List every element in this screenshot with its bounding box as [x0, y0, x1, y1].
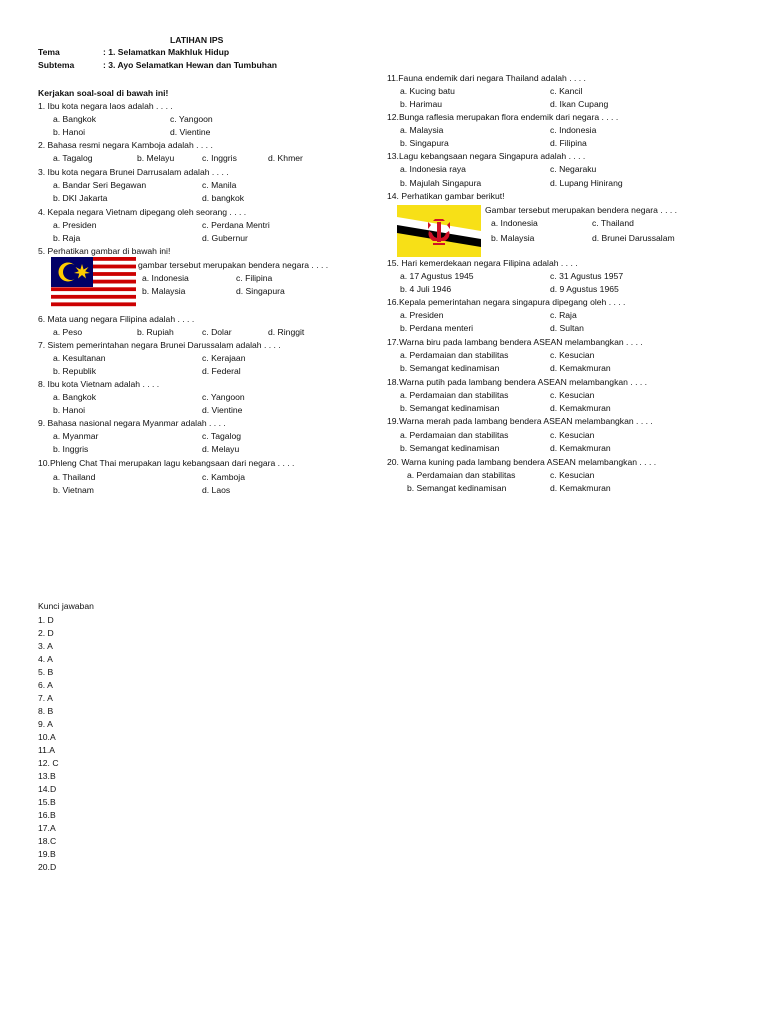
q6-opt-c: c. Dolar — [202, 327, 232, 337]
answer-item: 16.B — [38, 810, 56, 820]
answer-item: 9. A — [38, 719, 53, 729]
q17-opt-b: b. Semangat kedinamisan — [400, 363, 500, 373]
tema-label: Tema — [38, 47, 60, 57]
q16-opt-b: b. Perdana menteri — [400, 323, 474, 333]
q20-opt-c: c. Kesucian — [550, 470, 595, 480]
brunei-flag-image — [397, 205, 481, 257]
q18-opt-a: a. Perdamaian dan stabilitas — [400, 390, 509, 400]
q2-opt-b: b. Melayu — [137, 153, 175, 163]
q16-opt-c: c. Raja — [550, 310, 577, 320]
answer-item: 8. B — [38, 706, 54, 716]
q3-opt-c: c. Manila — [202, 180, 237, 190]
question-19: 19.Warna merah pada lambang bendera ASEAN melambangkan . . . . — [387, 416, 653, 426]
answer-item: 1. D — [38, 615, 54, 625]
q15-opt-a: a. 17 Agustus 1945 — [400, 271, 474, 281]
question-10: 10.Phleng Chat Thai merupakan lagu kebangsaan dari negara . . . . — [38, 458, 295, 468]
tema-value: : 1. Selamatkan Makhluk Hidup — [103, 47, 230, 57]
q18-opt-d: d. Kemakmuran — [550, 403, 611, 413]
q14-flag-text: Gambar tersebut merupakan bendera negara . . . . — [485, 205, 678, 215]
answer-item: 4. A — [38, 654, 53, 664]
q3-opt-b: b. DKI Jakarta — [53, 193, 108, 203]
answer-item: 13.B — [38, 771, 56, 781]
q12-opt-c: c. Indonesia — [550, 125, 597, 135]
answer-item: 2. D — [38, 628, 54, 638]
q1-opt-b: b. Hanoi — [53, 127, 86, 137]
answer-key-list — [38, 614, 59, 874]
q2-opt-c: c. Inggris — [202, 153, 237, 163]
question-5: 5. Perhatikan gambar di bawah ini! — [38, 246, 171, 256]
q13-opt-d: d. Lupang Hinirang — [550, 178, 623, 188]
q12-opt-b: b. Singapura — [400, 138, 449, 148]
q17-opt-a: a. Perdamaian dan stabilitas — [400, 350, 509, 360]
q19-opt-a: a. Perdamaian dan stabilitas — [400, 430, 509, 440]
question-18: 18.Warna putih pada lambang bendera ASEAN melambangkan . . . . — [387, 377, 648, 387]
answer-item: 6. A — [38, 680, 53, 690]
question-8: 8. Ibu kota Vietnam adalah . . . . — [38, 379, 160, 389]
question-17: 17.Warna biru pada lambang bendera ASEAN melambangkan . . . . — [387, 337, 643, 347]
answer-item: 15.B — [38, 797, 56, 807]
q19-opt-b: b. Semangat kedinamisan — [400, 443, 500, 453]
q20-opt-b: b. Semangat kedinamisan — [407, 483, 507, 493]
q12-opt-d: d. Filipina — [550, 138, 587, 148]
q18-opt-b: b. Semangat kedinamisan — [400, 403, 500, 413]
q1-opt-d: d. Vientine — [170, 127, 211, 137]
q20-opt-d: d. Kemakmuran — [550, 483, 611, 493]
question-13: 13.Lagu kebangsaan negara Singapura adalah . . . . — [387, 151, 586, 161]
q8-opt-a: a. Bangkok — [53, 392, 96, 402]
q3-opt-a: a. Bandar Seri Begawan — [53, 180, 147, 190]
q1-opt-a: a. Bangkok — [53, 114, 96, 124]
q19-opt-d: d. Kemakmuran — [550, 443, 611, 453]
q10-opt-c: c. Kamboja — [202, 472, 245, 482]
question-7: 7. Sistem pemerintahan negara Brunei Darussalam adalah . . . . — [38, 340, 281, 350]
q13-opt-b: b. Majulah Singapura — [400, 178, 482, 188]
q17-opt-d: d. Kemakmuran — [550, 363, 611, 373]
q9-opt-a: a. Myanmar — [53, 431, 99, 441]
answer-key-title: Kunci jawaban — [38, 601, 94, 611]
q2-opt-a: a. Tagalog — [53, 153, 93, 163]
question-20: 20. Warna kuning pada lambang bendera ASEAN melambangkan . . . . — [387, 457, 657, 467]
page-title: LATIHAN IPS — [170, 35, 224, 45]
answer-item: 7. A — [38, 693, 53, 703]
q8-opt-d: d. Vientine — [202, 405, 243, 415]
subtema-value: : 3. Ayo Selamatkan Hewan dan Tumbuhan — [103, 60, 277, 70]
q13-opt-c: c. Negaraku — [550, 164, 597, 174]
q8-opt-b: b. Hanoi — [53, 405, 86, 415]
q1-opt-c: c. Yangoon — [170, 114, 213, 124]
q12-opt-a: a. Malaysia — [400, 125, 444, 135]
q14-opt-a: a. Indonesia — [491, 218, 538, 228]
q6-opt-d: d. Ringgit — [268, 327, 305, 337]
question-14: 14. Perhatikan gambar berikut! — [387, 191, 505, 201]
q10-opt-a: a. Thailand — [53, 472, 96, 482]
q15-opt-b: b. 4 Juli 1946 — [400, 284, 452, 294]
answer-item: 12. C — [38, 758, 59, 768]
answer-item: 10.A — [38, 732, 56, 742]
q7-opt-c: c. Kerajaan — [202, 353, 246, 363]
q2-opt-d: d. Khmer — [268, 153, 303, 163]
question-3: 3. Ibu kota negara Brunei Darrusalam adalah . . . . — [38, 167, 229, 177]
q7-opt-d: d. Federal — [202, 366, 241, 376]
question-15: 15. Hari kemerdekaan negara Filipina adalah . . . . — [387, 258, 578, 268]
q18-opt-c: c. Kesucian — [550, 390, 595, 400]
question-6: 6. Mata uang negara Filipina adalah . . . . — [38, 314, 195, 324]
question-11: 11.Fauna endemik dari negara Thailand adalah . . . . — [387, 73, 586, 83]
q15-opt-c: c. 31 Agustus 1957 — [550, 271, 624, 281]
q11-opt-b: b. Harimau — [400, 99, 443, 109]
q3-opt-d: d. bangkok — [202, 193, 245, 203]
q13-opt-a: a. Indonesia raya — [400, 164, 466, 174]
subtema-label: Subtema — [38, 60, 75, 70]
q11-opt-a: a. Kucing batu — [400, 86, 455, 96]
q4-opt-a: a. Presiden — [53, 220, 97, 230]
answer-item: 5. B — [38, 667, 54, 677]
malaysia-flag-image — [51, 257, 136, 310]
q14-opt-c: c. Thailand — [592, 218, 634, 228]
question-4: 4. Kepala negara Vietnam dipegang oleh seorang . . . . — [38, 207, 247, 217]
question-12: 12.Bunga raflesia merupakan flora endemik dari negara . . . . — [387, 112, 619, 122]
answer-item: 14.D — [38, 784, 57, 794]
q9-opt-d: d. Melayu — [202, 444, 240, 454]
q17-opt-c: c. Kesucian — [550, 350, 595, 360]
q10-opt-d: d. Laos — [202, 485, 231, 495]
q14-opt-d: d. Brunei Darussalam — [592, 233, 675, 243]
q7-opt-b: b. Republik — [53, 366, 96, 376]
question-9: 9. Bahasa nasional negara Myanmar adalah . . . . — [38, 418, 226, 428]
q14-opt-b: b. Malaysia — [491, 233, 535, 243]
q5-opt-b: b. Malaysia — [142, 286, 186, 296]
q5-opt-c: c. Filipina — [236, 273, 273, 283]
q4-opt-b: b. Raja — [53, 233, 81, 243]
q8-opt-c: c. Yangoon — [202, 392, 245, 402]
q5-opt-d: d. Singapura — [236, 286, 285, 296]
q4-opt-c: c. Perdana Mentri — [202, 220, 270, 230]
q19-opt-c: c. Kesucian — [550, 430, 595, 440]
question-2: 2. Bahasa resmi negara Kamboja adalah . . . . — [38, 140, 213, 150]
q7-opt-a: a. Kesultanan — [53, 353, 106, 363]
question-1: 1. Ibu kota negara laos adalah . . . . — [38, 101, 173, 111]
question-16: 16.Kepala pemerintahan negara singapura dipegang oleh . . . . — [387, 297, 626, 307]
answer-item: 19.B — [38, 849, 56, 859]
answer-item: 18.C — [38, 836, 57, 846]
q9-opt-c: c. Tagalog — [202, 431, 242, 441]
q6-opt-b: b. Rupiah — [137, 327, 174, 337]
q4-opt-d: d. Gubernur — [202, 233, 248, 243]
q15-opt-d: d. 9 Agustus 1965 — [550, 284, 619, 294]
answer-item: 11.A — [38, 745, 56, 755]
q11-opt-c: c. Kancil — [550, 86, 583, 96]
q9-opt-b: b. Inggris — [53, 444, 89, 454]
q20-opt-a: a. Perdamaian dan stabilitas — [407, 470, 516, 480]
q6-opt-a: a. Peso — [53, 327, 83, 337]
q16-opt-d: d. Sultan — [550, 323, 584, 333]
answer-item: 17.A — [38, 823, 56, 833]
q16-opt-a: a. Presiden — [400, 310, 444, 320]
answer-item: 3. A — [38, 641, 53, 651]
instruction: Kerjakan soal-soal di bawah ini! — [38, 88, 169, 98]
q5-flag-text: gambar tersebut merupakan bendera negara . . . . — [138, 260, 329, 270]
q11-opt-d: d. Ikan Cupang — [550, 99, 609, 109]
q5-opt-a: a. Indonesia — [142, 273, 189, 283]
q10-opt-b: b. Vietnam — [53, 485, 94, 495]
answer-item: 20.D — [38, 862, 57, 872]
